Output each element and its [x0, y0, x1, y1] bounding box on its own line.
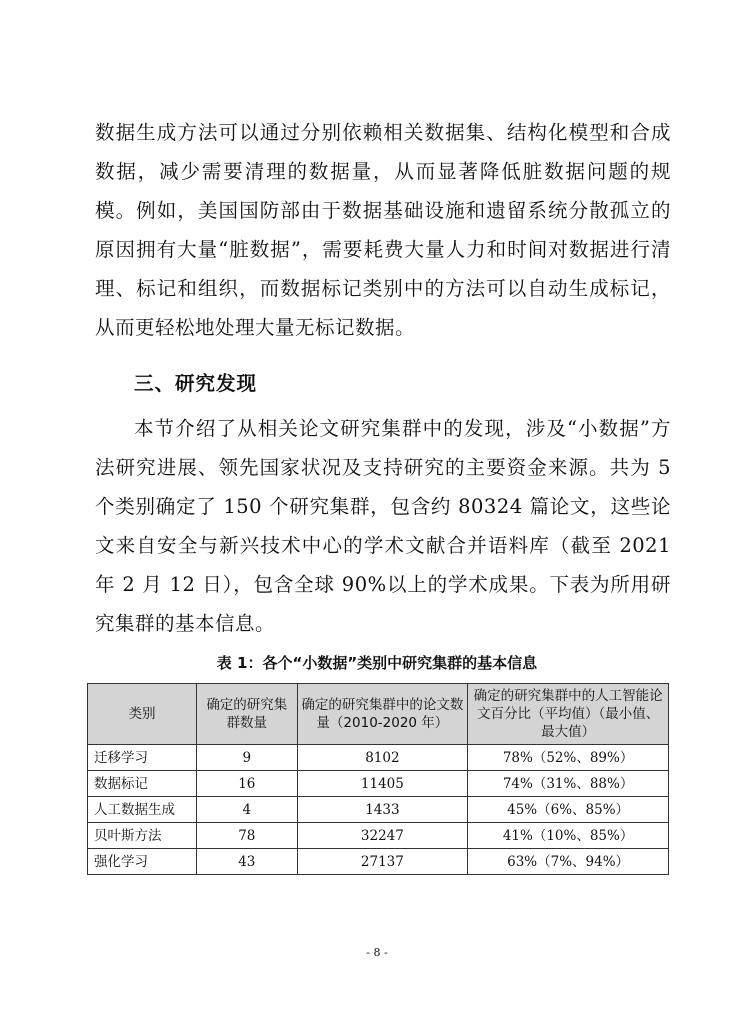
header-cluster-count: 确定的研究集群数量 [197, 684, 298, 745]
table-row [88, 771, 669, 797]
cell-category: 贝叶斯方法 [88, 823, 197, 849]
cell-papers: 1433 [297, 797, 468, 823]
cell-ai-pct: 41%（10%、85%） [468, 823, 669, 849]
cell-ai-pct: 74%（31%、88%） [468, 771, 669, 797]
cell-clusters: 43 [197, 849, 298, 875]
cell-papers: 11405 [297, 771, 468, 797]
header-ai-percentage: 确定的研究集群中的人工智能论文百分比（平均值）（最小值、最大值） [468, 684, 669, 745]
cell-ai-pct: 63%（7%、94%） [468, 849, 669, 875]
cell-clusters: 78 [197, 823, 298, 849]
cell-clusters: 16 [197, 771, 298, 797]
table-row [88, 849, 669, 875]
cell-category: 迁移学习 [88, 745, 197, 771]
cell-category: 强化学习 [88, 849, 197, 875]
cell-clusters: 9 [197, 745, 298, 771]
cell-ai-pct: 45%（6%、85%） [468, 797, 669, 823]
cell-category: 人工数据生成 [88, 797, 197, 823]
cell-papers: 8102 [297, 745, 468, 771]
cell-clusters: 4 [197, 797, 298, 823]
table-row [88, 745, 669, 771]
cell-papers: 27137 [297, 849, 468, 875]
header-category: 类别 [88, 684, 197, 745]
header-paper-count: 确定的研究集群中的论文数量（2010-2020 年） [297, 684, 468, 745]
cell-category: 数据标记 [88, 771, 197, 797]
table-header-row [88, 684, 669, 745]
cell-ai-pct: 78%（52%、89%） [468, 745, 669, 771]
table-row [88, 797, 669, 823]
table-caption: 表 1：各个“小数据”类别中研究集群的基本信息 [216, 654, 538, 672]
body-paragraph-1: 数据生成方法可以通过分别依赖相关数据集、结构化模型和合成数据，减少需要清理的数据量，从而显著降低脏数据问题的规模。例如，美国国防部由于数据基础设施和遗留系统分散孤立的原因拥有大量“脏数据”，需要耗费大量人力和时间对数据进行清理、标记和组织，而数据标记类别中的方法可以自动生成标记，从而更轻松地处理大量无标记数据。 [95, 121, 671, 339]
page-number: - 8 - [366, 946, 388, 959]
cell-papers: 32247 [297, 823, 468, 849]
research-clusters-table [87, 683, 669, 875]
body-paragraph-2: 本节介绍了从相关论文研究集群中的发现，涉及“小数据”方法研究进展、领先国家状况及支持研究的主要资金来源。共为 5 个类别确定了 150 个研究集群，包含约 80324 篇论文，这些论文来自安全与新兴技术中心的学术文献合并语料库（截至 2021 年 2 月 12 日），包含全球 90%以上的学术成果。下表为所用研究集群的基本信息。 [95, 417, 671, 635]
table-row [88, 823, 669, 849]
section-heading: 三、研究发现 [134, 372, 258, 395]
